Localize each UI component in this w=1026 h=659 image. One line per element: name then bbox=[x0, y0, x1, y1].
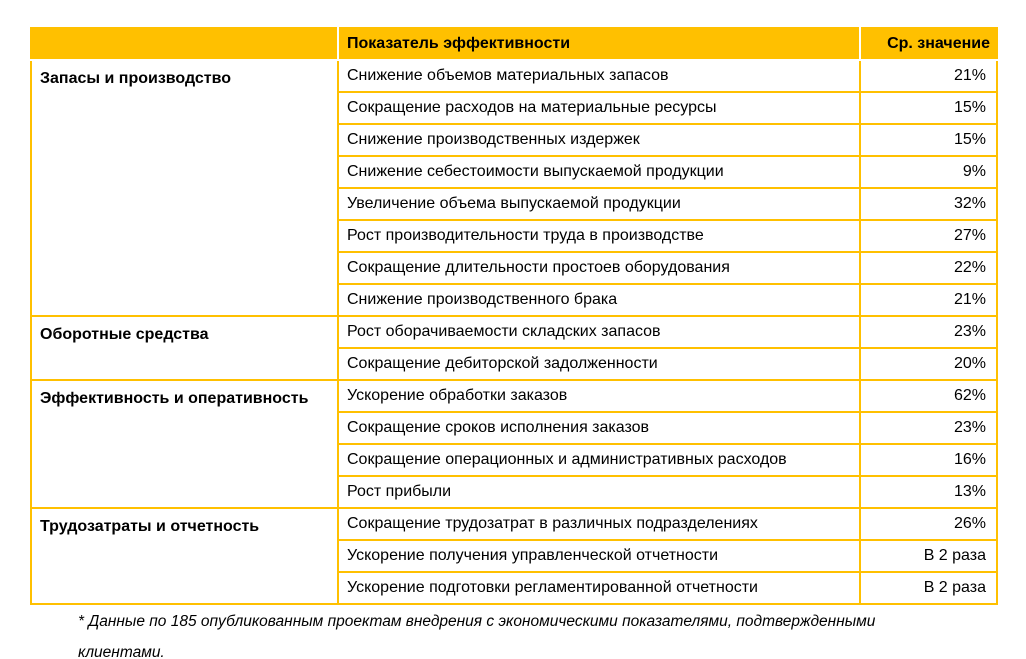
indicator-cell: Сокращение сроков исполнения заказов bbox=[338, 412, 860, 444]
value-cell: 26% bbox=[860, 508, 997, 540]
category-cell: Эффективность и оперативность bbox=[31, 380, 338, 508]
indicator-cell: Ускорение получения управленческой отчетности bbox=[338, 540, 860, 572]
value-cell: 15% bbox=[860, 124, 997, 156]
header-row bbox=[31, 28, 997, 60]
value-cell: 21% bbox=[860, 60, 997, 92]
value-cell: 15% bbox=[860, 92, 997, 124]
indicator-cell: Рост производительности труда в производстве bbox=[338, 220, 860, 252]
category-cell: Запасы и производство bbox=[31, 60, 338, 316]
indicator-cell: Сокращение дебиторской задолженности bbox=[338, 348, 860, 380]
value-cell: В 2 раза bbox=[860, 540, 997, 572]
indicator-cell: Сокращение трудозатрат в различных подразделениях bbox=[338, 508, 860, 540]
value-cell: В 2 раза bbox=[860, 572, 997, 604]
indicator-cell: Рост прибыли bbox=[338, 476, 860, 508]
indicator-cell: Ускорение подготовки регламентированной отчетности bbox=[338, 572, 860, 604]
value-cell: 16% bbox=[860, 444, 997, 476]
indicator-cell: Рост оборачиваемости складских запасов bbox=[338, 316, 860, 348]
value-cell: 23% bbox=[860, 316, 997, 348]
value-cell: 22% bbox=[860, 252, 997, 284]
indicator-cell: Сокращение длительности простоев оборудования bbox=[338, 252, 860, 284]
indicator-cell: Сокращение операционных и административных расходов bbox=[338, 444, 860, 476]
value-cell: 23% bbox=[860, 412, 997, 444]
value-cell: 27% bbox=[860, 220, 997, 252]
header-category-cell bbox=[31, 28, 338, 60]
value-cell: 32% bbox=[860, 188, 997, 220]
footnote: * Данные по 185 опубликованным проектам внедрения с экономическими показателями, подтвержденными клиентами. bbox=[78, 613, 876, 659]
table-row bbox=[31, 60, 997, 92]
table-header bbox=[31, 28, 997, 60]
indicator-cell: Увеличение объема выпускаемой продукции bbox=[338, 188, 860, 220]
indicator-cell: Снижение себестоимости выпускаемой продукции bbox=[338, 156, 860, 188]
category-cell: Оборотные средства bbox=[31, 316, 338, 380]
table-row bbox=[31, 316, 997, 348]
indicator-cell: Ускорение обработки заказов bbox=[338, 380, 860, 412]
value-cell: 9% bbox=[860, 156, 997, 188]
category-cell: Трудозатраты и отчетность bbox=[31, 508, 338, 604]
header-value-cell: Ср. значение bbox=[860, 28, 997, 60]
table-body bbox=[31, 60, 997, 604]
table-row bbox=[31, 380, 997, 412]
indicator-cell: Снижение объемов материальных запасов bbox=[338, 60, 860, 92]
header-indicator-cell: Показатель эффективности bbox=[338, 28, 860, 60]
indicator-cell: Снижение производственного брака bbox=[338, 284, 860, 316]
value-cell: 62% bbox=[860, 380, 997, 412]
table-row bbox=[31, 508, 997, 540]
value-cell: 13% bbox=[860, 476, 997, 508]
indicator-cell: Снижение производственных издержек bbox=[338, 124, 860, 156]
value-cell: 21% bbox=[860, 284, 997, 316]
indicator-cell: Сокращение расходов на материальные ресурсы bbox=[338, 92, 860, 124]
value-cell: 20% bbox=[860, 348, 997, 380]
performance-table bbox=[30, 27, 998, 605]
